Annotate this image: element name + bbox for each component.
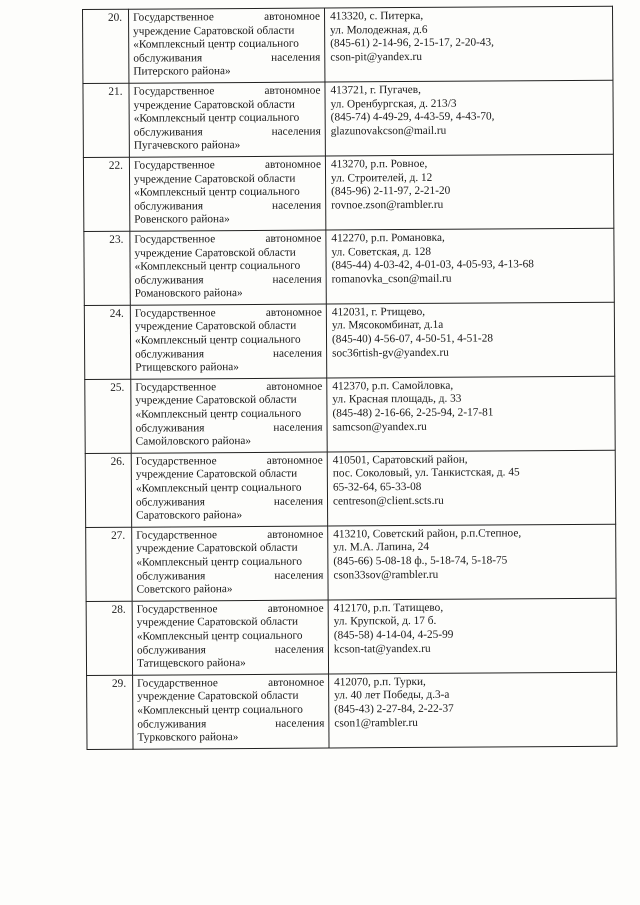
organization-line: Татищевского района» — [136, 657, 246, 670]
contact-phone: (845-74) 4-49-29, 4-43-59, 4-43-70, — [330, 110, 495, 124]
contact-address-line: ул. Красная площадь, д. 33 — [332, 393, 462, 406]
contact-address-line: пос. Соколовый, ул. Танкистская, д. 45 — [332, 466, 520, 480]
organization-line: Самойловского района» — [135, 435, 252, 448]
organization-line: Государственное автономное — [137, 676, 325, 690]
organization-line: Романовского района» — [134, 287, 243, 300]
organization-line: «Комплексный центр социального — [136, 629, 303, 643]
contact-address-line: 412170, р.п. Татищево, — [333, 601, 444, 615]
organization-line: Пугачевского района» — [133, 139, 241, 153]
organization-line: учреждение Саратовской области — [133, 98, 295, 112]
contact-cell — [329, 672, 617, 748]
organization-cell — [133, 674, 329, 749]
contact-address-line: ул. Молодежная, д.6 — [330, 23, 428, 37]
organization-cell — [131, 452, 327, 527]
contact-address-line: 412031, г. Ртищево, — [331, 305, 426, 319]
contact-cell — [325, 154, 613, 230]
contact-phone: (845-61) 2-14-96, 2-15-17, 2-20-43, — [330, 36, 495, 50]
organization-line: учреждение Саратовской области — [136, 542, 298, 556]
contact-email[interactable]: samcson@yandex.ru — [332, 420, 427, 434]
organization-cell — [132, 526, 328, 601]
table-row — [83, 80, 613, 157]
table-row — [83, 154, 613, 231]
organization-cell — [129, 8, 325, 83]
contact-email[interactable]: glazunovakcson@mail.ru — [330, 124, 447, 138]
table-row — [86, 598, 616, 675]
organization-line: учреждение Саратовской области — [135, 468, 298, 482]
organization-line: Питерского района» — [133, 65, 231, 79]
contact-address-line: ул. 40 лет Победы, д.3-а — [334, 689, 450, 702]
organization-line: обслуживания населения — [135, 421, 323, 435]
organization-cell — [129, 82, 325, 157]
contact-phone: (845-43) 2-27-84, 2-22-37 — [334, 702, 454, 716]
organization-line: Государственное автономное — [133, 158, 321, 172]
table-row — [85, 376, 615, 453]
organization-cell — [130, 230, 326, 305]
row-number: 24. — [84, 305, 130, 379]
organization-line: учреждение Саратовской области — [137, 690, 299, 703]
contact-phone: (845-66) 5-08-18 ф., 5-18-74, 5-18-75 — [333, 554, 508, 568]
organization-line: Ровенского района» — [134, 213, 230, 226]
organization-line: «Комплексный центр социального — [133, 37, 299, 51]
contact-address-line: ул. Крупской, д. 17 б. — [333, 615, 437, 628]
organization-line: «Комплексный центр социального — [134, 333, 301, 347]
organization-line: Государственное автономное — [134, 306, 322, 320]
organization-line: «Комплексный центр социального — [134, 185, 300, 199]
organization-line: «Комплексный центр социального — [134, 259, 301, 273]
organization-line: Государственное автономное — [133, 10, 321, 24]
organization-line: учреждение Саратовской области — [135, 394, 297, 408]
table-row — [86, 524, 616, 601]
organization-line: Государственное автономное — [134, 232, 322, 246]
contact-address-line: 412270, р.п. Романовка, — [331, 231, 445, 245]
contact-email[interactable]: soc36rtish-gv@yandex.ru — [332, 346, 449, 360]
contact-address-line: ул. Строителей, д. 12 — [331, 171, 433, 185]
contact-phone: (845-58) 4-14-04, 4-25-99 — [333, 628, 454, 642]
contact-cell — [327, 376, 615, 452]
organization-line: «Комплексный центр социального — [136, 555, 303, 569]
organization-cell — [130, 304, 326, 379]
row-number: 27. — [86, 527, 132, 601]
organization-line: учреждение Саратовской области — [134, 246, 296, 260]
organization-line: обслуживания населения — [135, 347, 323, 361]
contact-address-line: 410501, Саратовский район, — [332, 453, 468, 467]
contact-address-line: 412370, р.п. Самойловка, — [332, 379, 454, 393]
organization-line: учреждение Саратовской области — [133, 24, 295, 38]
organization-line: обслуживания населения — [134, 273, 322, 287]
row-number: 29. — [87, 675, 133, 749]
contact-cell — [328, 524, 616, 600]
organization-line: Государственное автономное — [136, 528, 324, 542]
contact-address-line: ул. Оренбургская, д. 213/3 — [330, 97, 457, 111]
contact-phone: 65-32-64, 65-33-08 — [332, 480, 422, 494]
contact-email[interactable]: cson-pit@yandex.ru — [330, 50, 422, 64]
contact-email[interactable]: kcson-tat@yandex.ru — [333, 642, 431, 656]
organization-line: «Комплексный центр социального — [133, 111, 300, 125]
table-row — [84, 302, 614, 379]
organization-line: Советского района» — [136, 583, 233, 596]
contact-address-line: ул. Советская, д. 128 — [331, 245, 432, 258]
organization-cell — [132, 600, 328, 675]
organization-line: Государственное автономное — [133, 84, 321, 98]
organization-line: обслуживания населения — [136, 569, 324, 583]
row-number: 26. — [85, 453, 131, 527]
organization-line: Государственное автономное — [135, 454, 323, 468]
contact-email[interactable]: rovnoe.zson@rambler.ru — [331, 198, 444, 212]
organization-line: Государственное автономное — [136, 602, 324, 616]
organization-line: обслуживания населения — [133, 125, 321, 139]
contact-email[interactable]: romanovka_cson@mail.ru — [331, 272, 452, 286]
contact-address-line: 413320, с. Питерка, — [330, 9, 424, 23]
organization-cell — [129, 156, 325, 231]
contact-cell — [324, 6, 612, 82]
contact-cell — [326, 302, 614, 378]
organization-line: Турковского района» — [137, 731, 239, 744]
contact-phone: (845-44) 4-03-42, 4-01-03, 4-05-93, 4-13-68 — [331, 258, 534, 272]
organization-line: Государственное автономное — [135, 380, 323, 394]
organization-line: обслуживания населения — [135, 495, 324, 509]
row-number: 21. — [83, 83, 129, 157]
row-number: 25. — [85, 379, 131, 453]
row-number: 20. — [83, 9, 129, 83]
contact-address-line: 412070, р.п. Турки, — [334, 675, 426, 689]
organization-line: учреждение Саратовской области — [136, 616, 299, 630]
contact-cell — [325, 80, 613, 156]
contact-address-line: ул. Мясокомбинат, д.1а — [331, 319, 444, 332]
organization-cell — [131, 378, 327, 453]
table-body — [83, 6, 618, 749]
contact-email[interactable]: centreson@client.scts.ru — [332, 494, 444, 508]
organization-line: обслуживания населения — [133, 51, 321, 65]
organization-line: обслуживания населения — [136, 643, 324, 657]
table-row — [87, 672, 617, 749]
organization-line: «Комплексный центр социального — [135, 407, 302, 421]
contact-email[interactable]: cson33sov@rambler.ru — [333, 568, 439, 582]
contact-phone: (845-40) 4-56-07, 4-50-51, 4-51-28 — [331, 332, 494, 346]
contact-cell — [326, 228, 614, 304]
contact-address-line: 413721, г. Пугачев, — [330, 83, 421, 97]
row-number: 22. — [83, 157, 129, 231]
organization-line: обслуживания населения — [134, 199, 322, 213]
contact-cell — [327, 450, 615, 526]
organization-line: «Комплексный центр социального — [135, 481, 302, 495]
contact-phone: (845-96) 2-11-97, 2-21-20 — [331, 184, 451, 198]
organization-line: Ртищевского района» — [135, 361, 239, 374]
organization-line: учреждение Саратовской области — [134, 320, 297, 334]
contact-address-line: 413270, р.п. Ровное, — [330, 157, 428, 171]
table-row — [84, 228, 614, 305]
table-row — [83, 6, 613, 83]
contact-cell — [328, 598, 616, 674]
contact-address-line: ул. М.А. Лапина, 24 — [333, 541, 430, 554]
institutions-table — [82, 6, 618, 750]
contact-phone: (845-48) 2-16-66, 2-25-94, 2-17-81 — [332, 406, 494, 420]
organization-line: учреждение Саратовской области — [134, 172, 296, 186]
organization-line: Саратовского района» — [136, 509, 243, 522]
table-row — [85, 450, 615, 527]
contact-address-line: 413210, Советский район, р.п.Степное, — [333, 527, 522, 541]
organization-line: обслуживания населения — [137, 717, 325, 731]
contact-email[interactable]: cson1@rambler.ru — [334, 716, 418, 729]
organization-line: «Комплексный центр социального — [137, 703, 303, 717]
row-number: 23. — [84, 231, 130, 305]
row-number: 28. — [86, 601, 132, 675]
